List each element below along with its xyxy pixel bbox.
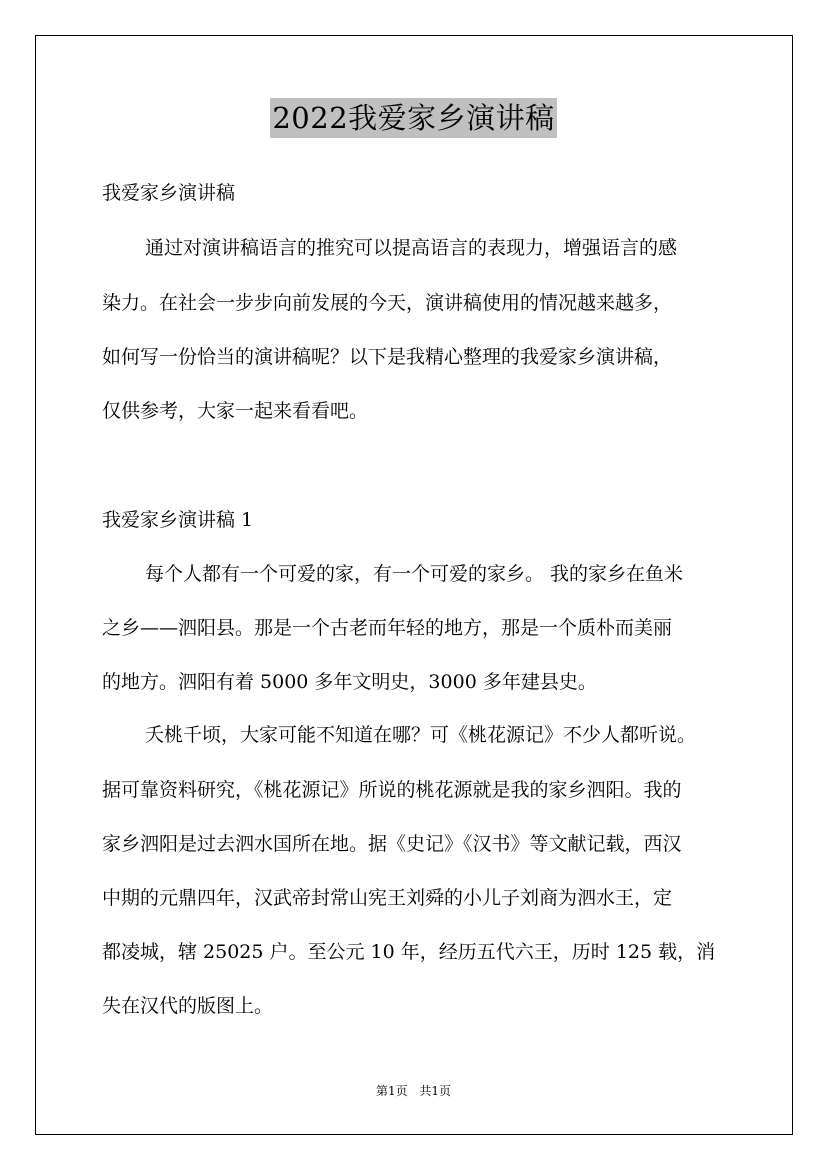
paragraph-line: 家乡泗阳是过去泗水国所在地。据《史记》《汉书》等文献记载，西汉 [102,833,682,855]
title-container [0,98,827,138]
paragraph-line: 夭桃千顷，大家可能不知道在哪？可《桃花源记》不少人都听说。 [145,724,697,746]
page-number: 第1页 [375,1084,408,1098]
intro-line: 如何写一份恰当的演讲稿呢？以下是我精心整理的我爱家乡演讲稿， [102,346,673,368]
intro-line: 染力。在社会一步步向前发展的今天，演讲稿使用的情况越来越多， [102,292,673,314]
paragraph-line: 据可靠资料研究，《桃花源记》所说的桃花源就是我的家乡泗阳。我的 [102,779,682,801]
paragraph-line: 的地方。泗阳有着 5000 多年文明史，3000 多年建县史。 [102,671,597,693]
intro-line: 仅供参考，大家一起来看看吧。 [102,400,369,422]
paragraph-line: 之乡——泗阳县。那是一个古老而年轻的地方，那是一个质朴而美丽 [102,617,673,639]
intro-line: 通过对演讲稿语言的推究可以提高语言的表现力，增强语言的感 [145,237,678,259]
paragraph-line: 每个人都有一个可爱的家，有一个可爱的家乡。 我的家乡在鱼米 [145,563,684,585]
page-total: 共1页 [419,1084,452,1098]
paragraph-line: 失在汉代的版图上。 [102,995,274,1017]
page-footer [0,1083,827,1099]
paragraph-line: 都凌城，辖 25025 户。至公元 10 年，经历五代六王，历时 125 载，消 [102,941,716,963]
paragraph-line: 中期的元鼎四年，汉武帝封常山宪王刘舜的小儿子刘商为泗水王，定 [102,887,673,909]
document-title: 2022我爱家乡演讲稿 [270,98,556,138]
section-heading: 我爱家乡演讲稿 1 [102,509,254,531]
intro-heading: 我爱家乡演讲稿 [102,182,236,204]
